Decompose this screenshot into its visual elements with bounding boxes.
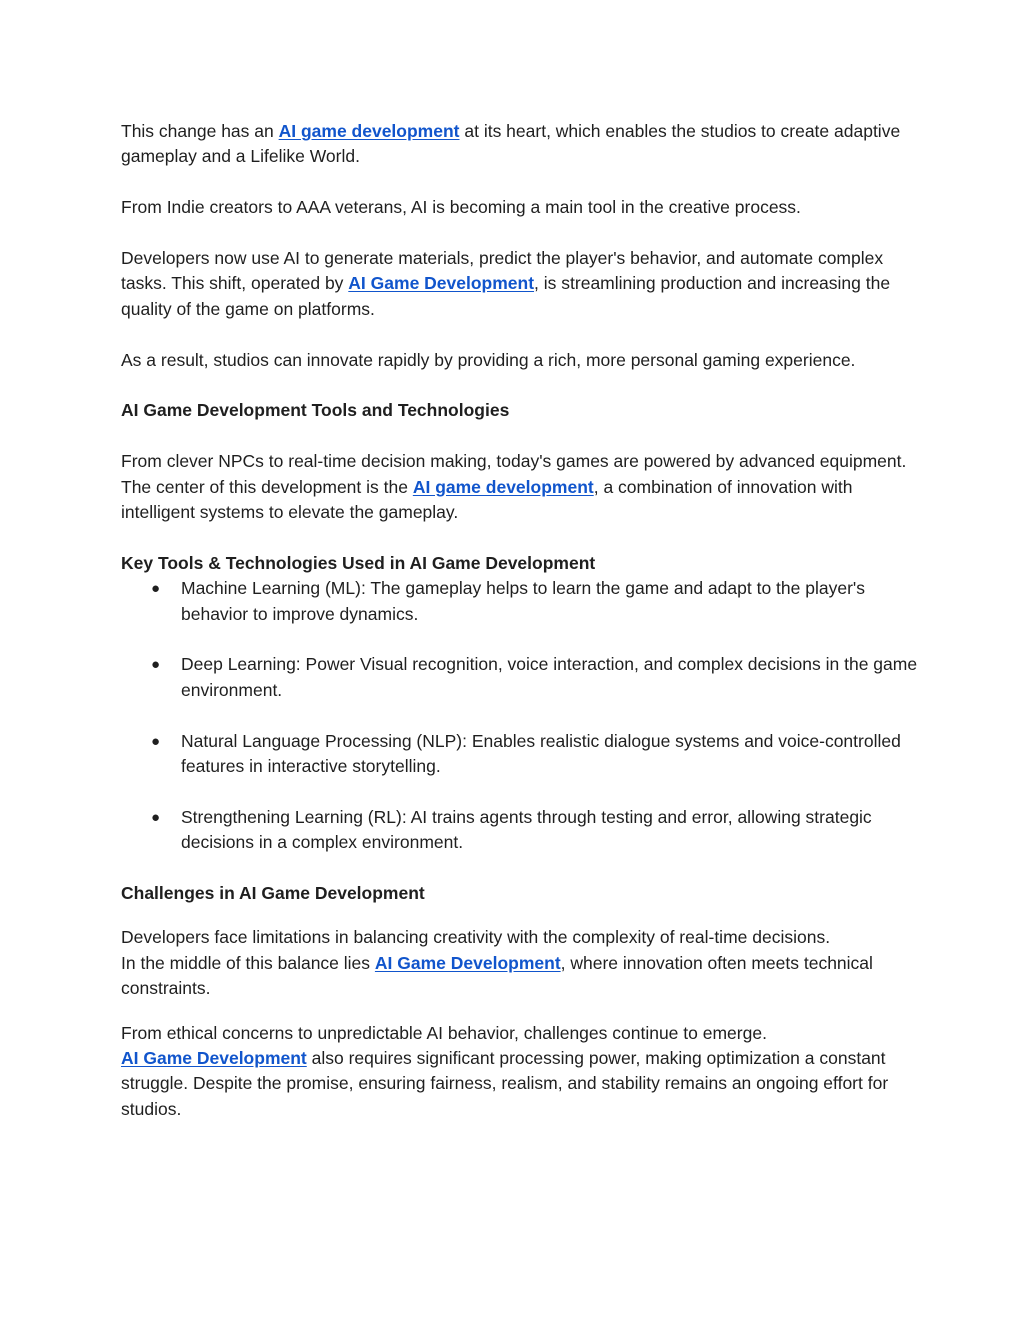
ethical-paragraph: [121, 1021, 921, 1123]
intro-text-start: This change has an: [121, 121, 279, 141]
bullet-icon: ●: [151, 808, 161, 826]
npc-text-line: From clever NPCs to real-time decision making, today's games are powered by advanced equipment.: [121, 451, 907, 472]
bullet-icon: ●: [151, 656, 161, 674]
balance-text-end: , where innovation often meets technical constraints.: [121, 952, 873, 999]
ai-game-development-link-1[interactable]: AI game development: [278, 121, 460, 141]
ai-game-development-link-2[interactable]: AI Game Development: [348, 273, 535, 294]
challenges-heading: Challenges in AI Game Development: [121, 883, 425, 904]
list-item: [121, 652, 921, 703]
list-item-text: Natural Language Processing (NLP): Enables realistic dialogue systems and voice-controlled features in interactive storytelling.: [181, 730, 901, 777]
balance-text-start: In the middle of this balance lies: [121, 952, 375, 973]
developers-text-start: Developers now use AI to generate materials, predict the player's behavior, and automate complex tasks. This shift, operated by: [121, 248, 884, 294]
bullet-icon: ●: [151, 732, 161, 750]
npc-paragraph: [121, 449, 921, 525]
document-page: [121, 119, 921, 1122]
tools-list: [121, 576, 921, 855]
center-text-start: The center of this development is the: [121, 476, 413, 497]
result-paragraph: As a result, studios can innovate rapidly by providing a rich, more personal gaming experience.: [121, 349, 856, 370]
ethical-text-end: also requires significant processing power, making optimization a constant struggle. Despite the promise, ensuring fairness, realism, and stability remains an ongoing effort for studios.: [121, 1048, 889, 1119]
developers-text-end: , is streamlining production and increasing the quality of the game on platforms.: [121, 273, 891, 319]
list-item-text: Machine Learning (ML): The gameplay helps to learn the game and adapt to the player's behavior to improve dynamics.: [181, 578, 865, 624]
limitations-paragraph: [121, 925, 921, 1001]
ai-game-development-link-3[interactable]: AI game development: [412, 476, 594, 497]
indie-paragraph: From Indie creators to AAA veterans, AI is becoming a main tool in the creative process.: [121, 197, 801, 218]
bullet-icon: ●: [151, 580, 161, 598]
ai-game-development-link-4[interactable]: AI Game Development: [374, 952, 561, 973]
center-text-end: , a combination of innovation with intelligent systems to elevate the gameplay.: [121, 476, 853, 523]
limitations-text-line: Developers face limitations in balancing creativity with the complexity of real-time decisions.: [121, 927, 831, 948]
tools-heading: AI Game Development Tools and Technologies: [121, 400, 510, 421]
key-tools-heading: Key Tools & Technologies Used in AI Game Development: [121, 552, 596, 573]
list-item: [121, 576, 921, 627]
list-item: [121, 729, 921, 780]
list-item-text: Deep Learning: Power Visual recognition, voice interaction, and complex decisions in the game environment.: [181, 654, 918, 700]
intro-text-end: at its heart, which enables the studios to create adaptive gameplay and a Lifelike World.: [121, 121, 901, 167]
ai-game-development-link-5[interactable]: AI Game Development: [121, 1048, 307, 1069]
intro-paragraph: [121, 119, 921, 170]
ethical-text-line: From ethical concerns to unpredictable AI behavior, challenges continue to emerge.: [121, 1022, 767, 1043]
developers-paragraph: [121, 246, 921, 322]
list-item: [121, 805, 921, 856]
list-item-text: Strengthening Learning (RL): AI trains agents through testing and error, allowing strategic decisions in a complex environment.: [181, 806, 872, 853]
